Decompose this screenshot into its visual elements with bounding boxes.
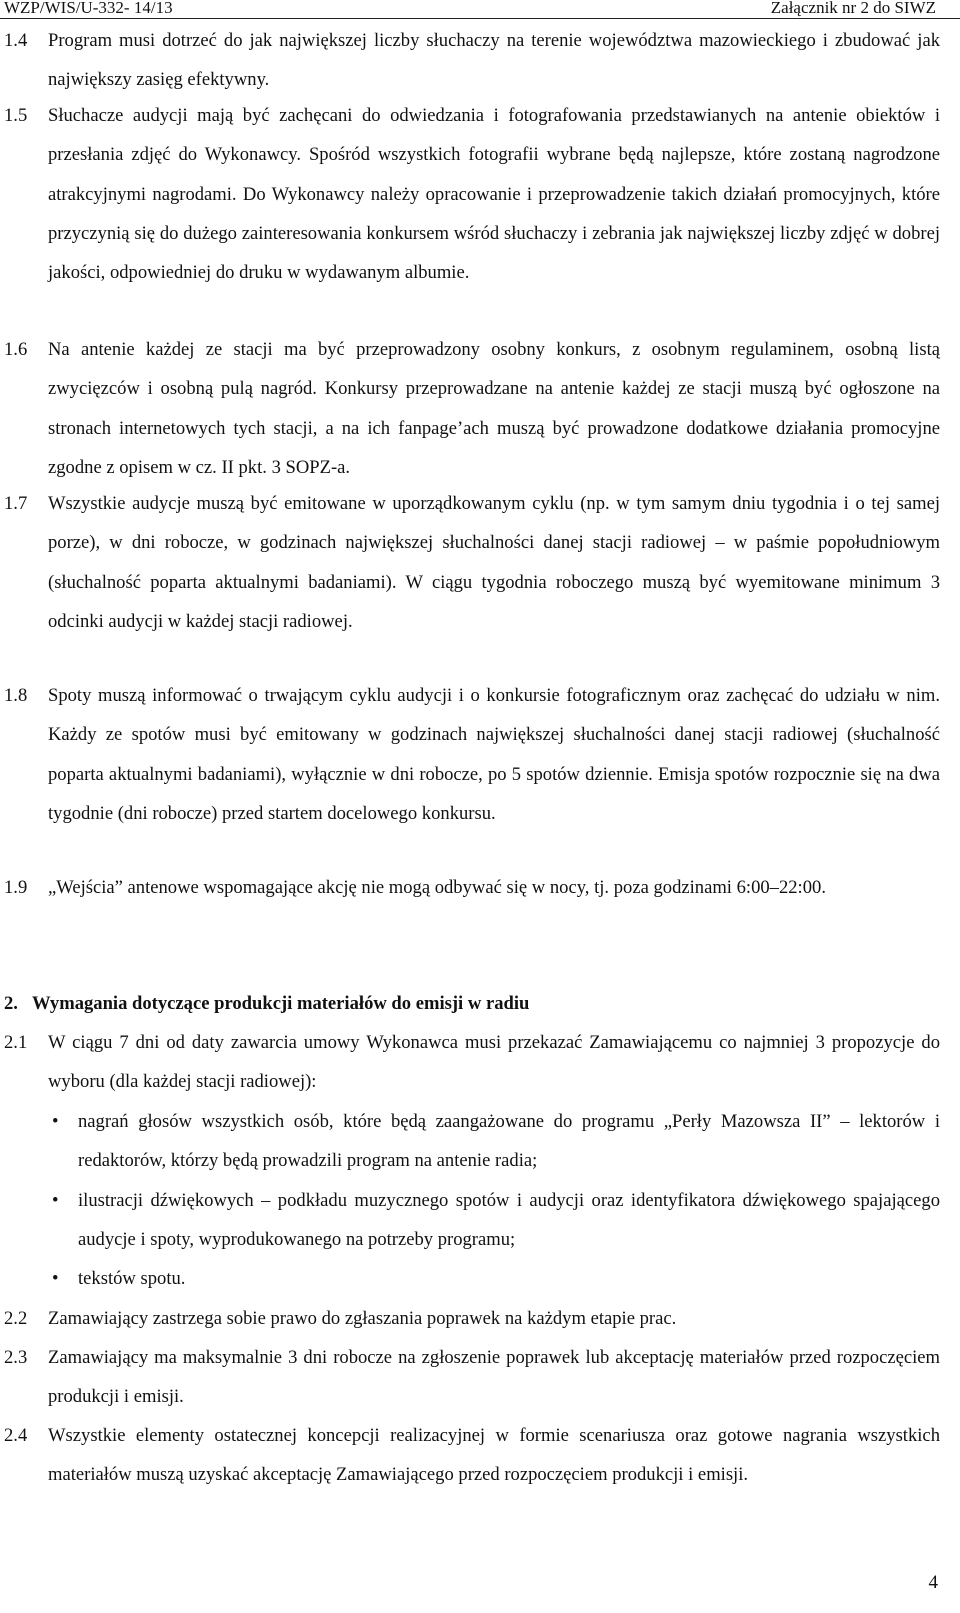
section-number: 2.: [4, 993, 18, 1014]
list-item-text: ilustracji dźwiękowych – podkładu muzycznego spotów i audycji oraz identyfikatora dźwiękowego spajającego audycje i spoty, wyprodukowanego na potrzeby programu;: [78, 1189, 940, 1250]
point-text: Zamawiający ma maksymalnie 3 dni robocze na zgłoszenie poprawek lub akceptację materiałów przed rozpoczęciem produkcji i emisji.: [48, 1347, 940, 1408]
point-1-4: [0, 21, 940, 100]
point-1-6: [0, 330, 940, 487]
point-text: Słuchacze audycji mają być zachęcani do odwiedzania i fotografowania przedstawianych na antenie obiektów i przesłania zdjęć do Wykonawcy. Spośród wszystkich fotografii wybrane będą najlepsze, które zostaną nagrodzone atrakcyjnymi nagrodami. Do Wykonawcy należy opracowanie i przeprowadzenie takich działań promocyjnych, które przyczynią się do dużego zainteresowania konkursem wśród słuchaczy i zebrania jak największej liczby zdjęć w dobrej jakości, odpowiedniej do druku w wydawanym albumie.: [48, 105, 940, 284]
list-item-text: tekstów spotu.: [78, 1268, 186, 1290]
list-item: [0, 1102, 940, 1181]
document-reference: WZP/WIS/U-332- 14/13: [4, 0, 173, 17]
bullet-marker: •: [52, 1189, 59, 1211]
point-number: 1.9: [4, 877, 28, 898]
section-heading: [0, 984, 940, 1023]
page-number: 4: [928, 1572, 938, 1593]
point-number: 2.2: [4, 1308, 28, 1329]
point-number: 2.1: [4, 1032, 28, 1053]
point-text: Zamawiający zastrzega sobie prawo do zgłaszania poprawek na każdym etapie prac.: [48, 1308, 677, 1329]
point-number: 2.4: [4, 1425, 28, 1446]
point-number: 1.6: [4, 339, 28, 360]
point-number: 1.4: [4, 30, 28, 51]
page-header: [0, 0, 960, 20]
point-2-1: [0, 1023, 940, 1102]
point-2-2: [0, 1299, 940, 1338]
bullet-list: [0, 1102, 940, 1298]
list-item: [0, 1181, 940, 1260]
point-number: 1.5: [4, 105, 28, 126]
point-text: Wszystkie audycje muszą być emitowane w uporządkowanym cyklu (np. w tym samym dniu tygodnia i o tej samej porze), w dni robocze, w godzinach największej słuchalności danej stacji radiowej – w paśmie popołudniowym (słuchalność poparta aktualnymi badaniami). W ciągu tygodnia roboczego muszą być wyemitowane minimum 3 odcinki audycji w każdej stacji radiowej.: [48, 493, 940, 632]
point-text: Spoty muszą informować o trwającym cyklu audycji i o konkursie fotograficznym oraz zachęcać do udziału w nim. Każdy ze spotów musi być emitowany w godzinach największej słuchalności danej stacji radiowej (słuchalność poparta aktualnymi badaniami), wyłącznie w dni robocze, po 5 spotów dziennie. Emisja spotów rozpocznie się na dwa tygodnie (dni robocze) przed startem docelowego konkursu.: [48, 685, 940, 824]
attachment-label: Załącznik nr 2 do SIWZ: [770, 0, 936, 17]
point-number: 1.8: [4, 685, 28, 706]
point-2-3: [0, 1338, 940, 1417]
list-item: [0, 1259, 940, 1298]
point-number: 1.7: [4, 493, 28, 514]
header-rule: [0, 18, 960, 19]
point-1-5: [0, 96, 940, 292]
section-title: Wymagania dotyczące produkcji materiałów do emisji w radiu: [32, 993, 530, 1014]
point-text: Wszystkie elementy ostatecznej koncepcji realizacyjnej w formie scenariusza oraz gotowe nagrania wszystkich materiałów muszą uzyskać akceptację Zamawiającego przed rozpoczęciem produkcji i emisji.: [48, 1425, 940, 1486]
point-1-8: [0, 676, 940, 833]
bullet-marker: •: [52, 1111, 59, 1132]
point-number: 2.3: [4, 1347, 28, 1368]
point-1-9: [0, 868, 940, 907]
list-item-text: nagrań głosów wszystkich osób, które będą zaangażowane do programu „Perły Mazowsza II” – lektorów i redaktorów, którzy będą prowadzili program na antenie radia;: [78, 1111, 940, 1172]
point-1-7: [0, 484, 940, 641]
point-text: W ciągu 7 dni od daty zawarcia umowy Wykonawca musi przekazać Zamawiającemu co najmniej 3 propozycje do wyboru (dla każdej stacji radiowej):: [48, 1032, 940, 1093]
point-text: Program musi dotrzeć do jak największej liczby słuchaczy na terenie województwa mazowieckiego i zbudować jak największy zasięg efektywny.: [48, 30, 940, 91]
bullet-marker: •: [52, 1268, 59, 1290]
point-text: „Wejścia” antenowe wspomagające akcję nie mogą odbywać się w nocy, tj. poza godzinami 6:00–22:00.: [48, 877, 826, 898]
point-2-4: [0, 1416, 940, 1495]
point-text: Na antenie każdej ze stacji ma być przeprowadzony osobny konkurs, z osobnym regulaminem, osobną listą zwycięzców i osobną pulą nagród. Konkursy przeprowadzane na antenie każdej ze stacji muszą być ogłoszone na stronach internetowych tych stacji, a na ich fanpage’ach muszą być prowadzone dodatkowe działania promocyjne zgodne z opisem w cz. II pkt. 3 SOPZ-a.: [48, 339, 940, 478]
